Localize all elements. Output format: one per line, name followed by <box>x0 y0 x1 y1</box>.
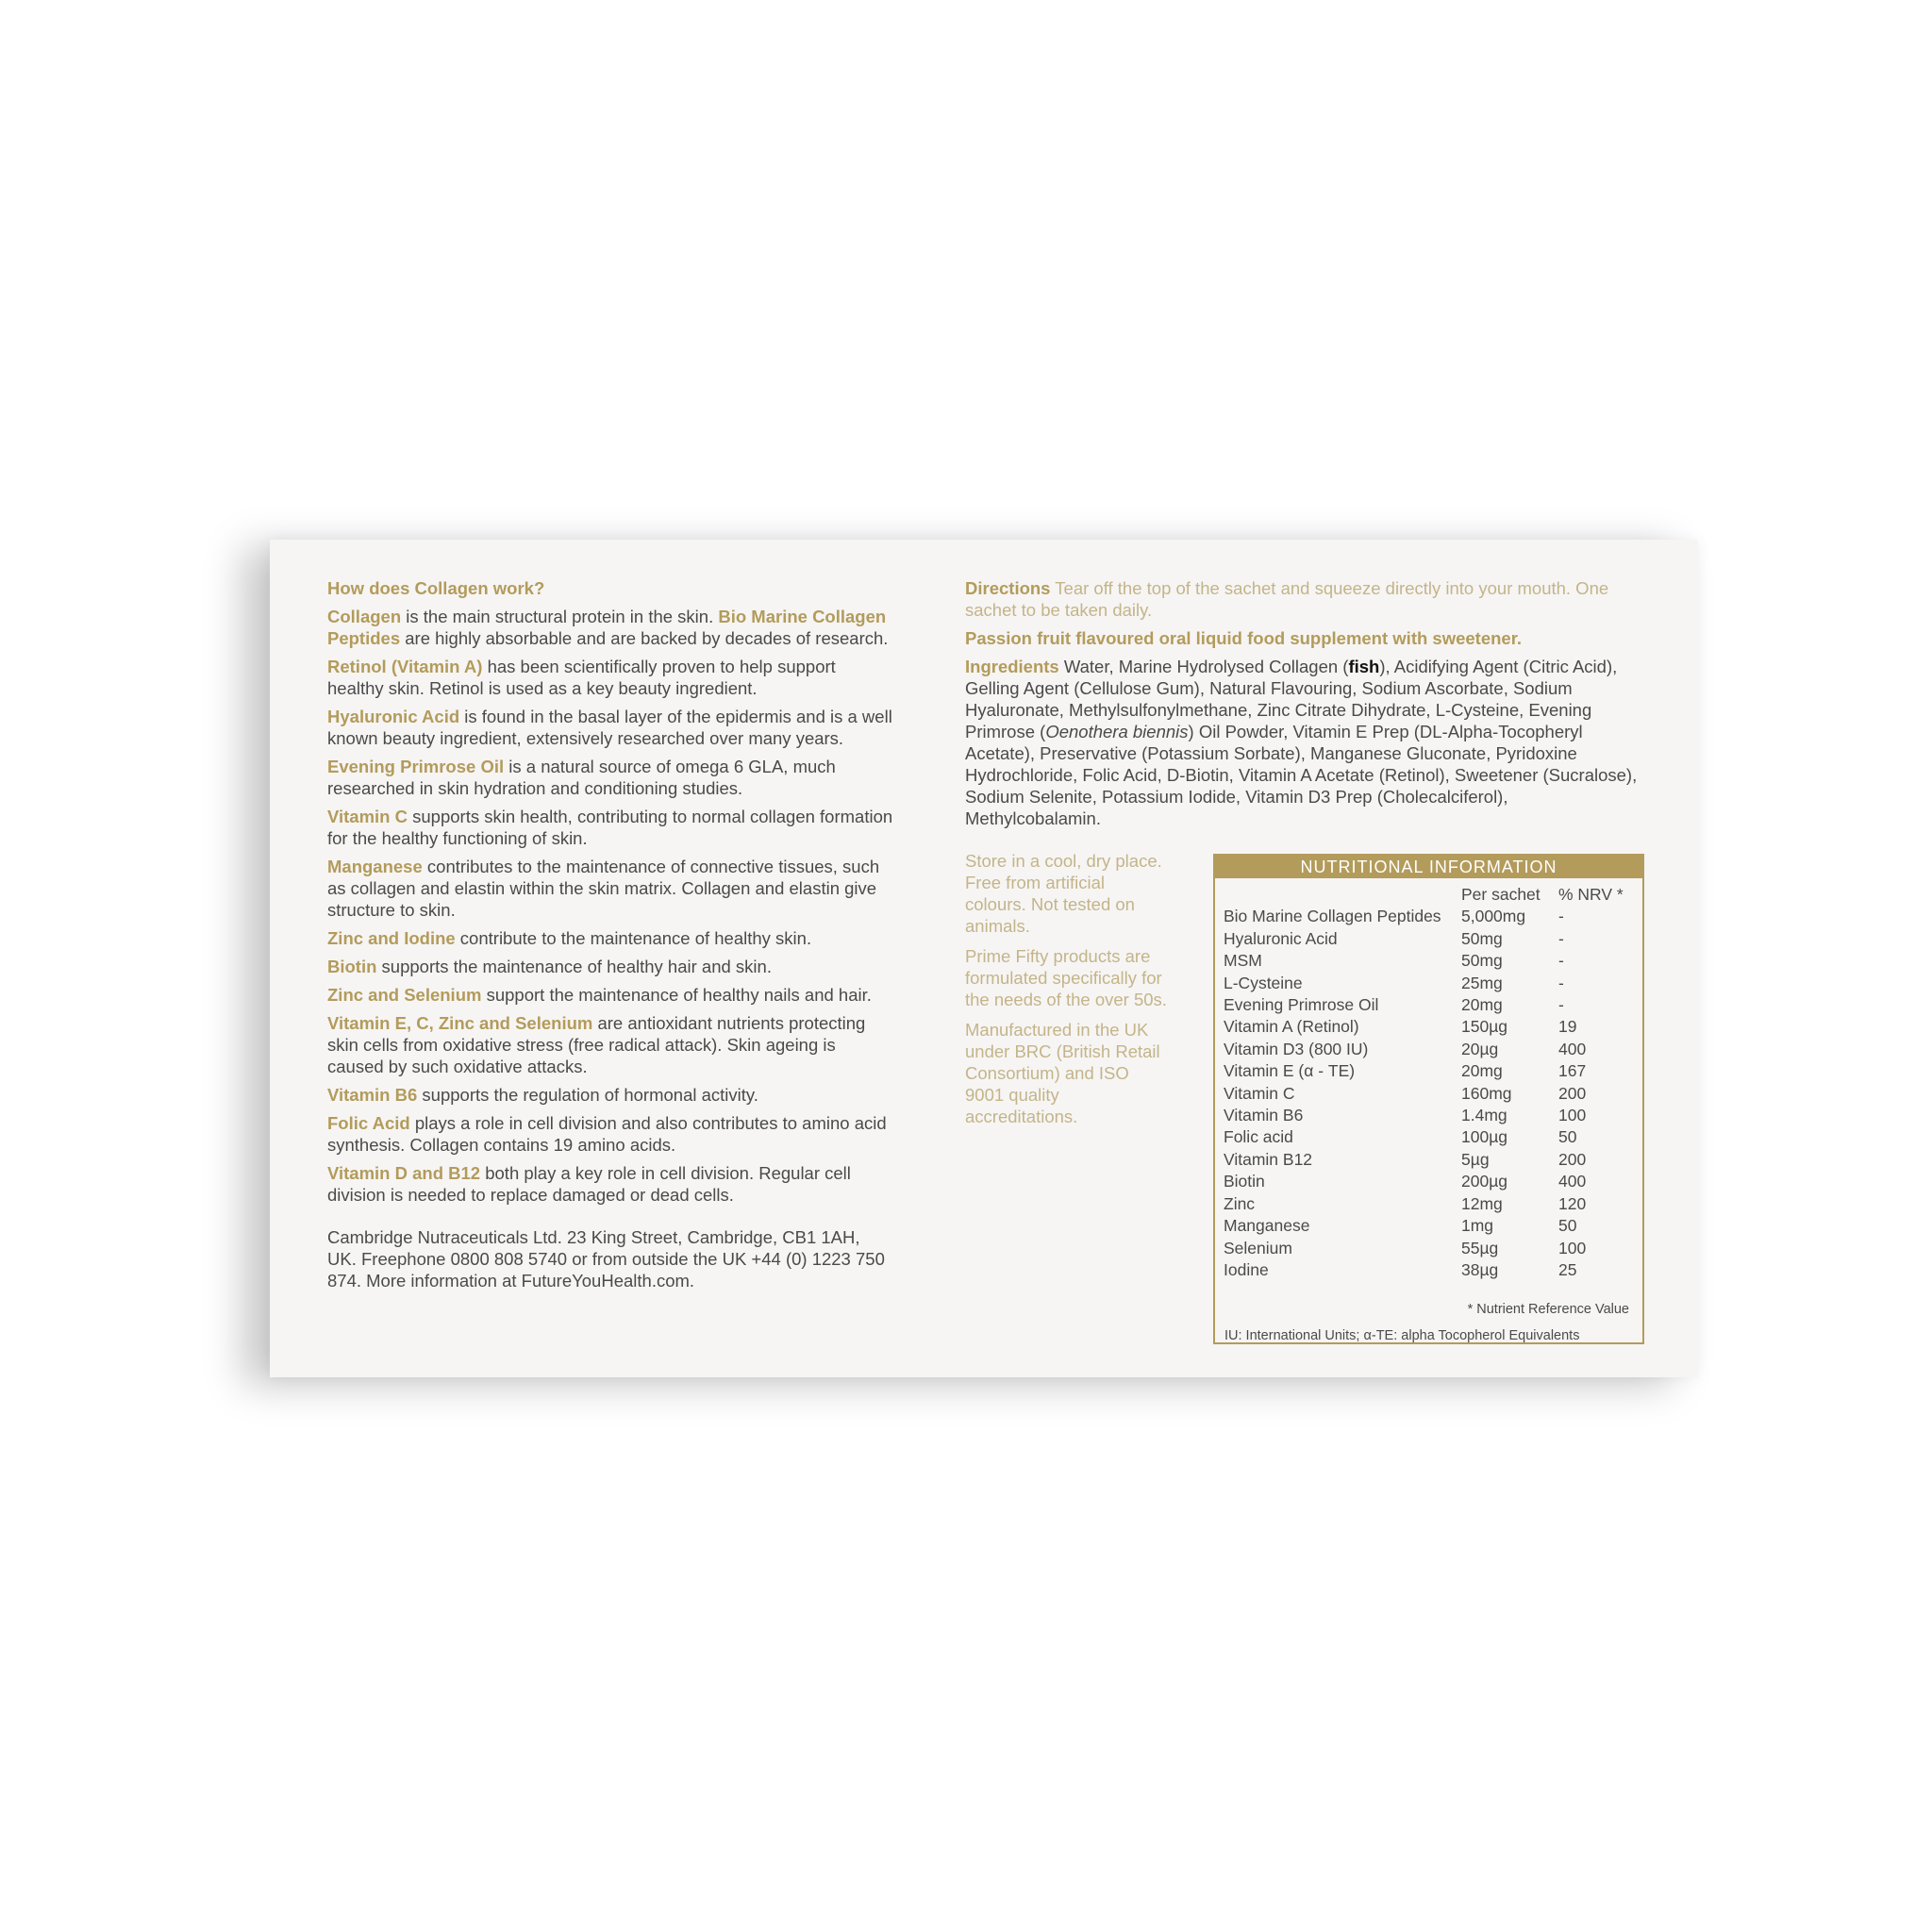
product-label-panel <box>270 540 1698 1377</box>
header-empty <box>1224 884 1461 906</box>
text: are highly absorbable and are backed by decades of research. <box>400 628 889 648</box>
allergen: fish <box>1348 657 1380 676</box>
antioxidant-paragraph <box>327 1012 893 1077</box>
nutrient-amount: 20mg <box>1461 1061 1503 1081</box>
section-heading: How does Collagen work? <box>327 578 545 598</box>
zinc-iodine-paragraph <box>327 927 893 949</box>
nutrient-nrv: - <box>1558 928 1564 948</box>
header-nrv: % NRV * <box>1558 885 1624 904</box>
nutrient-name: Manganese <box>1224 1216 1310 1236</box>
ingredients-label: Ingredients <box>965 657 1059 676</box>
table-row <box>1224 1060 1634 1082</box>
highlight: Vitamin D and B12 <box>327 1163 481 1183</box>
nutrient-amount: 20mg <box>1461 995 1503 1015</box>
nutrient-nrv: 200 <box>1558 1149 1587 1169</box>
table-row <box>1224 1193 1634 1215</box>
text: is the main structural protein in the skin. <box>401 607 719 626</box>
zinc-selenium-paragraph <box>327 984 893 1006</box>
text: contribute to the maintenance of healthy skin. <box>455 928 812 948</box>
nutrient-nrv: - <box>1558 951 1564 971</box>
nutrient-nrv: - <box>1558 907 1564 926</box>
text: plays a role in cell division and also contributes to amino acid synthesis. Collagen contains 19 amino acids. <box>327 1113 887 1155</box>
nutrient-amount: 50mg <box>1461 928 1503 948</box>
vitamin-d-b12-paragraph <box>327 1162 893 1206</box>
highlight: Zinc and Iodine <box>327 928 456 948</box>
nutrient-name: Vitamin A (Retinol) <box>1224 1017 1359 1037</box>
nutrient-nrv: 400 <box>1558 1039 1587 1058</box>
storage-text: Store in a cool, dry place. Free from artificial colours. Not tested on animals. <box>965 851 1162 936</box>
nrv-footnote: * Nutrient Reference Value <box>1467 1302 1629 1317</box>
text: is found in the basal layer of the epidermis and is a well known beauty ingredient, extensively researched over many years. <box>327 707 892 748</box>
nutrient-amount: 12mg <box>1461 1193 1503 1213</box>
company-contact: Cambridge Nutraceuticals Ltd. 23 King Street, Cambridge, CB1 1AH, UK. Freephone 0800 808 5740 or from outside the UK +44 (0) 1223 750 874. More information at FutureYouHealth.com. <box>327 1227 885 1291</box>
nutrient-name: L-Cysteine <box>1224 973 1303 992</box>
nutrient-amount: 20µg <box>1461 1039 1499 1058</box>
table-row <box>1224 1039 1634 1060</box>
table-row <box>1224 1016 1634 1038</box>
nutrient-nrv: - <box>1558 995 1564 1015</box>
highlight: Manganese <box>327 857 423 876</box>
nutrient-nrv: 25 <box>1558 1259 1577 1279</box>
nutrient-amount: 150µg <box>1461 1017 1508 1037</box>
table-row <box>1224 973 1634 994</box>
text: contributes to the maintenance of connective tissues, such as collagen and elastin within the skin matrix. Collagen and elastin give structure to skin. <box>327 857 880 920</box>
highlight: Retinol (Vitamin A) <box>327 657 483 676</box>
highlight: Vitamin B6 <box>327 1085 418 1105</box>
prime-fifty-text: Prime Fifty products are formulated specifically for the needs of the over 50s. <box>965 946 1167 1009</box>
header-per-sachet: Per sachet <box>1461 885 1541 904</box>
nutrient-name: Vitamin B6 <box>1224 1106 1304 1125</box>
latin-name: Oenothera biennis <box>1045 722 1189 741</box>
nutrient-name: Evening Primrose Oil <box>1224 995 1379 1015</box>
text: has been scientifically proven to help support healthy skin. Retinol is used as a key beauty ingredient. <box>327 657 836 698</box>
highlight: Biotin <box>327 957 377 976</box>
units-footnote: IU: International Units; α-TE: alpha Tocopherol Equivalents <box>1224 1328 1580 1343</box>
nutrient-name: Hyaluronic Acid <box>1224 928 1338 948</box>
biotin-paragraph <box>327 956 893 977</box>
text: are antioxidant nutrients protecting skin cells from oxidative stress (free radical attack). Skin ageing is caused by such oxidative attacks. <box>327 1013 866 1076</box>
highlight: Vitamin C <box>327 807 408 826</box>
nutrient-amount: 38µg <box>1461 1259 1499 1279</box>
text: is a natural source of omega 6 GLA, much researched in skin hydration and conditioning studies. <box>327 757 836 798</box>
text: ) Oil Powder, Vitamin E Prep (DL-Alpha-Tocopheryl Acetate), Preservative (Potassium Sorbate), Manganese Gluconate, Pyridoxine Hydrochloride, Folic Acid, D-Biotin, Vitamin A Acetate (Retinol), Sweetener (Sucralose), Sodium Selenite, Potassium Iodide, Vitamin D3 Prep (Cholecalciferol), Methylcobalamin. <box>965 722 1638 828</box>
nutrient-name: Vitamin E (α - TE) <box>1224 1061 1356 1081</box>
hyaluronic-paragraph <box>327 706 893 749</box>
table-row <box>1224 1105 1634 1126</box>
table-row <box>1224 906 1634 927</box>
nutrient-name: Bio Marine Collagen Peptides <box>1224 907 1441 926</box>
nutrient-amount: 50mg <box>1461 951 1503 971</box>
highlight: Collagen <box>327 607 402 626</box>
manufacturing-text: Manufactured in the UK under BRC (British Retail Consortium) and ISO 9001 quality accreditations. <box>965 1020 1160 1126</box>
nutrient-nrv: 50 <box>1558 1127 1577 1147</box>
nutrient-nrv: 120 <box>1558 1193 1587 1213</box>
nutrient-nrv: 50 <box>1558 1216 1577 1236</box>
ingredients <box>965 656 1648 829</box>
nutrient-amount: 55µg <box>1461 1238 1499 1257</box>
primrose-paragraph <box>327 756 893 799</box>
collagen-info-column <box>327 577 893 1298</box>
manganese-paragraph <box>327 856 893 921</box>
table-row <box>1224 1259 1634 1281</box>
nutrient-nrv: 167 <box>1558 1061 1587 1081</box>
table-row <box>1224 928 1634 950</box>
nutrient-name: Zinc <box>1224 1193 1256 1213</box>
nutrition-title: NUTRITIONAL INFORMATION <box>1215 856 1642 878</box>
table-row <box>1224 950 1634 972</box>
vitamin-c-paragraph <box>327 806 893 849</box>
nutrient-name: MSM <box>1224 951 1262 971</box>
directions-text: Tear off the top of the sachet and squeeze directly into your mouth. One sachet to be taken daily. <box>965 578 1609 620</box>
nutrient-nrv: 100 <box>1558 1238 1587 1257</box>
directions-column <box>965 577 1648 836</box>
folic-acid-paragraph <box>327 1112 893 1156</box>
highlight: Folic Acid <box>327 1113 410 1133</box>
table-row <box>1224 1083 1634 1105</box>
nutrient-name: Vitamin B12 <box>1224 1149 1313 1169</box>
highlight: Hyaluronic Acid <box>327 707 460 726</box>
nutrient-nrv: 400 <box>1558 1172 1587 1191</box>
retinol-paragraph <box>327 656 893 699</box>
nutrient-nrv: 200 <box>1558 1083 1587 1103</box>
nutrient-nrv: 19 <box>1558 1017 1577 1037</box>
nutrient-amount: 200µg <box>1461 1172 1508 1191</box>
nutrient-amount: 25mg <box>1461 973 1503 992</box>
table-row <box>1224 1215 1634 1237</box>
table-row <box>1224 994 1634 1016</box>
table-row <box>1224 1149 1634 1171</box>
nutrient-amount: 1.4mg <box>1461 1106 1507 1125</box>
nutrient-name: Iodine <box>1224 1259 1269 1279</box>
nutrient-name: Biotin <box>1224 1172 1265 1191</box>
table-header-row <box>1224 884 1634 906</box>
directions-label: Directions <box>965 578 1051 598</box>
nutrient-name: Folic acid <box>1224 1127 1293 1147</box>
text: supports the regulation of hormonal activity. <box>417 1085 758 1105</box>
directions <box>965 577 1648 621</box>
nutrient-name: Vitamin C <box>1224 1083 1295 1103</box>
highlight: Vitamin E, C, Zinc and Selenium <box>327 1013 593 1033</box>
text: support the maintenance of healthy nails and hair. <box>481 985 872 1005</box>
nutrient-amount: 160mg <box>1461 1083 1512 1103</box>
text: ), Acidifying Agent (Citric Acid), Gelling Agent (Cellulose Gum), Natural Flavouring, Sodium Ascorbate, Sodium Hyaluronate, Methylsulfonylmethane, Zinc Citrate Dihydrate, L-Cysteine, Evening Primrose ( <box>965 657 1618 741</box>
nutrient-amount: 5µg <box>1461 1149 1490 1169</box>
flavour-statement: Passion fruit flavoured oral liquid food supplement with sweetener. <box>965 628 1523 648</box>
nutrition-table-box <box>1213 854 1644 1344</box>
highlight: Zinc and Selenium <box>327 985 482 1005</box>
nutrient-amount: 5,000mg <box>1461 907 1526 926</box>
collagen-paragraph <box>327 606 893 649</box>
table-row <box>1224 1171 1634 1192</box>
table-row <box>1224 1238 1634 1259</box>
nutrient-amount: 100µg <box>1461 1127 1508 1147</box>
text: supports the maintenance of healthy hair and skin. <box>376 957 772 976</box>
storage-notes <box>965 850 1168 1136</box>
table-row <box>1224 1126 1634 1148</box>
nutrient-name: Vitamin D3 (800 IU) <box>1224 1039 1369 1058</box>
nutrient-amount: 1mg <box>1461 1216 1494 1236</box>
text: supports skin health, contributing to normal collagen formation for the healthy functioning of skin. <box>327 807 893 848</box>
nutrition-table <box>1224 884 1634 1281</box>
text: both play a key role in cell division. Regular cell division is needed to replace damaged or dead cells. <box>327 1163 851 1205</box>
text: Water, Marine Hydrolysed Collagen ( <box>1058 657 1349 676</box>
nutrient-nrv: - <box>1558 973 1564 992</box>
highlight: Bio Marine Collagen Peptides <box>327 607 887 648</box>
nutrient-nrv: 100 <box>1558 1106 1587 1125</box>
vitamin-b6-paragraph <box>327 1084 893 1106</box>
nutrient-name: Selenium <box>1224 1238 1292 1257</box>
highlight: Evening Primrose Oil <box>327 757 505 776</box>
